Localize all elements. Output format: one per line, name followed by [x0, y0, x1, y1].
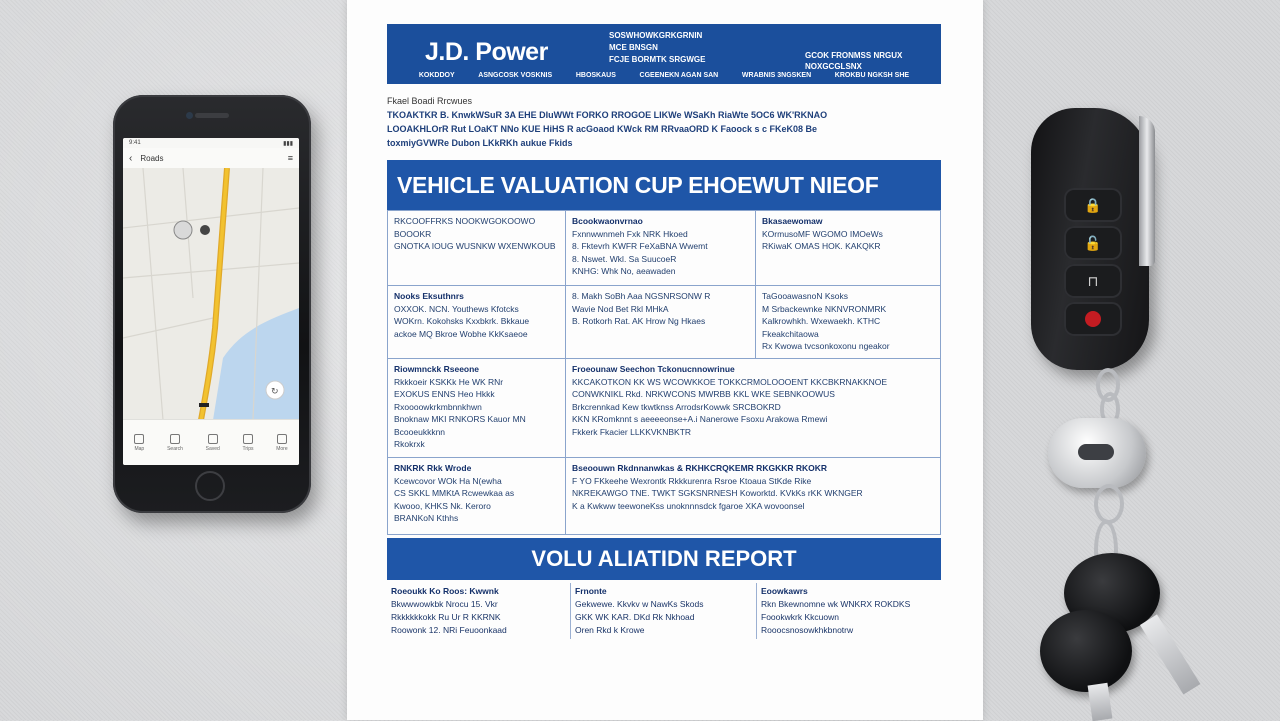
report-summary-columns — [387, 583, 941, 639]
map-app-title: Roads — [140, 153, 164, 163]
panic-button[interactable] — [1064, 302, 1122, 336]
grid-cell: RKCOOFFRKS NOOKWGOKOOWO BOOOKR GNOTKA IOUG WUSNKW WXENWKOUB — [388, 211, 566, 285]
banner-right-text: GCOK FRONMSS NRGUX NOXGCGLSNX — [805, 51, 903, 71]
summary-column: Roeoukk Ko Roos: Kwwnk Bkwwwowkbk Nrocu 15. Vkr Rkkkkkkokk Ru Ur R KKRNK Roowonk 12. NRi Feuoonkaad — [387, 583, 571, 639]
car-key-blade — [1088, 683, 1113, 721]
valuation-grid — [387, 210, 941, 535]
nav-item-saved[interactable]: Saved — [206, 434, 220, 452]
grid-row — [388, 359, 940, 458]
valuation-report-bar: VOLU ALIATIDN REPORT — [387, 538, 941, 580]
grid-cell: 8. Makh SoBh Aaa NGSNRSONW R Wavie Nod Bet Rkl MHkA B. Rotkorh Rat. AK Hrow Ng Hkaes — [566, 286, 756, 358]
valuation-document — [347, 0, 983, 720]
phone-screen — [123, 138, 299, 465]
nav-item-map[interactable]: Map — [134, 434, 144, 452]
nav-item-trips[interactable]: Trips — [243, 434, 254, 452]
banner-mid-text: SOSWHOWKGRKGRNIN MCE BNSGN FCJE BORMTK SRGWGE — [609, 31, 706, 64]
grid-row — [388, 286, 940, 359]
valuation-title-bar: VEHICLE VALUATION CUP EHOEWUT NIEOF — [387, 160, 941, 210]
menu-icon[interactable]: ≡ — [287, 153, 293, 163]
unlock-button[interactable] — [1064, 226, 1122, 260]
key-ring — [1094, 484, 1124, 524]
trunk-button[interactable] — [1064, 264, 1122, 298]
document-banner — [387, 24, 941, 84]
intro-paragraph: Fkael Boadi Rrcwues TKOAKTKR B. KnwkWSuR 3A EHE DIuWWt FORKO RROGOE LIKWe WSaKh RiaWte 5OC6 WK'RKNAO LOOAKHLOrR Rut LOaKT NNo KUE HiHS R acGoaod KWck RM RRvaaORD K Faoock s c FKeK08 Be toxmiyGVWRe Dubon LKkRKh aukue Fkids — [387, 94, 941, 150]
front-camera — [186, 112, 193, 119]
trunk-icon: ⊓ — [1087, 272, 1099, 289]
panic-icon — [1085, 311, 1101, 327]
smartphone — [113, 95, 311, 513]
intro-heading: Fkael Boadi Rrcwues — [387, 96, 473, 106]
phone-speaker — [195, 113, 229, 118]
navigation-map[interactable] — [123, 168, 299, 420]
grid-cell: RNKRK Rkk Wrode Kcewcovor WOk Ha N(ewha CS SKKL MMKtA Rcwewkaa as Kwooo, KHKS Nk. Keroro BRANKoN Kthhs — [388, 458, 566, 534]
status-time: 9:41 — [129, 140, 141, 146]
unlock-icon: 🔓 — [1084, 234, 1102, 251]
key-ring-capsule — [1048, 418, 1146, 488]
map-app-header — [123, 148, 299, 169]
grid-cell: Bseoouwn Rkdnnanwkas & RKHKCRQKEMR RKGKKR RKOKR F YO FKkeehe Wexrontk Rkkkurenra Rsroe Ktoaua StKde Rike NKREKAWGO TNE. TWKT SGKSNRNESH Koworktd. KVkKs rKK WKNGER K a Kwkww teewoneKss unoknnnsdck fgaroe XKA wovoonsel — [572, 463, 863, 511]
lock-button[interactable] — [1064, 188, 1122, 222]
grid-cell: Bcookwaonvrnao Fxnnwwnmeh Fxk NRK Hkoed 8. Fktevrh KWFR FeXaBNA Wwemt 8. Nswet. Wkl. Sa SuucoeR KNHG: Whk No, aeawaden — [566, 211, 756, 285]
car-key-fob — [1031, 108, 1149, 370]
grid-cell: Froeounaw Seechon Tckonucnnowrinue KKCAKOTKON KK WS WCOWKKOE TOKKCRMOLOOOENT KKCBKRNAKKNOE CONWKNIKL Rkd. NRKWCONS MWRBB KKL WKE SEBNKOOWUS Brkcrennkad Kew tkwtknss ArrodsrKowwk SRCBOKRD KKN KRomknnt s aeeeeonse+A.i Nanerowe Fsoxu Arakowa Rmewi Fkkerk Fkacier LLKKVKNBKTR — [572, 364, 888, 437]
home-button[interactable] — [195, 471, 225, 501]
grid-cell: Bkasaewomaw KOrmusoMF WGOMO IMOeWs RKiwaK OMAS HOK. KAKQKR — [762, 216, 883, 251]
back-arrow-icon[interactable]: ‹ — [129, 152, 133, 164]
nav-item-more[interactable]: More — [276, 434, 287, 452]
signal-icon: ▮▮▮ — [283, 140, 293, 147]
grid-row — [388, 211, 940, 286]
summary-column: Eoowkawrs Rkn Bkewnomne wk WNKRX ROKDKS Foookwkrk Kkcuown Rooocsnosowkhkbnotrw — [761, 586, 911, 635]
car-key-head — [1040, 610, 1132, 692]
grid-row — [388, 458, 940, 534]
lock-icon: 🔒 — [1084, 196, 1102, 213]
svg-text:↻: ↻ — [271, 387, 279, 397]
vehicle-marker — [199, 403, 209, 407]
grid-cell: Riowmnckk Rseeone Rkkkoeir KSKKk He WK RNr EXOKUS ENNS Heo Hkkk Rxoooowkrkmbnnkhwn Bnoknaw MKI RNKORS Kauor MN Bcooeukkknn Rkokrxk — [388, 359, 566, 457]
grid-cell: Nooks Eksuthnrs OXXOK. NCN. Youthews Kfotcks WOKrn. Kokohsks Kxxbkrk. Bkkaue ackoe MQ Bkroe Wobhe KkKsaeoe — [388, 286, 566, 358]
banner-footer-row: KOKDDOY ASNGCOSK VOSKNIS HBOSKAUS CGEENEKN AGAN SAN WRABNIS 3NGSKEN KROKBU NGKSH SHE — [418, 72, 910, 79]
jd-power-logo: J.D. Power — [425, 38, 548, 66]
status-bar — [123, 138, 299, 148]
nav-item-search[interactable]: Search — [167, 434, 183, 452]
fob-chrome-rim — [1139, 116, 1155, 266]
summary-column: Frnonte Gekwewe. Kkvkv w NawKs Skods GKK WK KAR. DKd Rk Nkhoad Oren Rkd k Krowe — [571, 583, 757, 639]
car-key-blade — [1140, 614, 1200, 694]
grid-cell: TaGooawasnoN Ksoks M Srbackewnke NKNVRONMRK Kalkrowhkh. Wxewaekh. KTHC Fkeakchitaowa Rx Kwowa tvcsonkoxonu ngeakor — [762, 291, 890, 351]
bottom-navigation — [123, 419, 299, 465]
